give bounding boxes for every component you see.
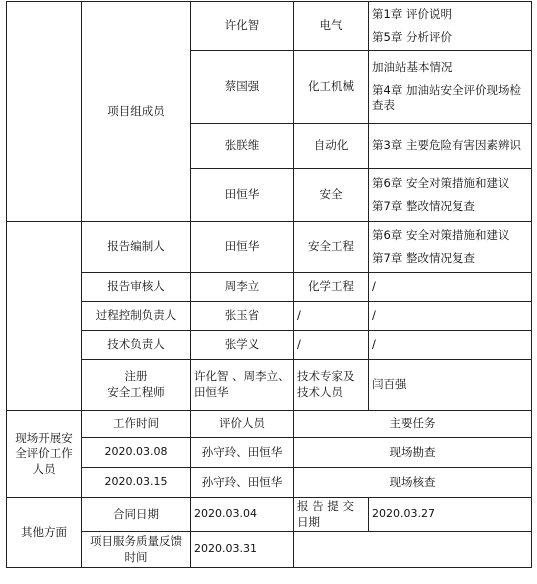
task-line: 第7章 整改情况复查 bbox=[372, 198, 475, 213]
onsite-date: 2020.03.15 bbox=[82, 468, 191, 498]
process-label: 过程控制负责人 bbox=[82, 302, 191, 331]
member-specialty: 电气 bbox=[294, 2, 369, 51]
member-task bbox=[369, 2, 532, 51]
onsite-header-task: 主要任务 bbox=[294, 411, 532, 438]
submit-date: 2020.03.27 bbox=[369, 498, 532, 532]
engineer-label bbox=[82, 360, 191, 411]
onsite-people: 孙守玲、田恒华 bbox=[191, 438, 294, 468]
member-name: 张朕维 bbox=[191, 124, 294, 169]
task-line: 第6章 安全对策措施和建议 bbox=[372, 175, 510, 190]
compiler-name: 田恒华 bbox=[191, 222, 294, 273]
member-specialty: 化工机械 bbox=[294, 51, 369, 124]
onsite-header-time: 工作时间 bbox=[82, 411, 191, 438]
tech-label: 技术负责人 bbox=[82, 331, 191, 360]
reviewer-label: 报告审核人 bbox=[82, 273, 191, 302]
onsite-people: 孙守玲、田恒华 bbox=[191, 468, 294, 498]
feedback-label: 项目服务质量反馈时间 bbox=[82, 532, 191, 568]
process-specialty: / bbox=[294, 302, 369, 331]
reviewer-name: 周李立 bbox=[191, 273, 294, 302]
onsite-task: 现场勘查 bbox=[294, 438, 532, 468]
member-specialty: 安全 bbox=[294, 169, 369, 222]
tech-name: 张学义 bbox=[191, 331, 294, 360]
expert-label: 技术专家及技术人员 bbox=[294, 360, 369, 411]
onsite-header-people: 评价人员 bbox=[191, 411, 294, 438]
member-task: 第3章 主要危险有害因素辨识 bbox=[369, 124, 532, 169]
compiler-label: 报告编制人 bbox=[82, 222, 191, 273]
onsite-label: 现场开展安全评价工作人员 bbox=[7, 411, 82, 498]
member-name: 田恒华 bbox=[191, 169, 294, 222]
process-name: 张玉省 bbox=[191, 302, 294, 331]
engineer-names: 许化智 、周李立、田恒华 bbox=[191, 360, 294, 411]
member-task bbox=[369, 51, 532, 124]
table-row bbox=[7, 468, 532, 498]
tech-task: / bbox=[369, 331, 532, 360]
task-line: 第5章 分析评价 bbox=[372, 29, 452, 44]
member-specialty: 自动化 bbox=[294, 124, 369, 169]
feedback-date: 2020.03.31 bbox=[191, 532, 294, 568]
compiler-task bbox=[369, 222, 532, 273]
reviewer-task: / bbox=[369, 273, 532, 302]
task-line: 第7章 整改情况复查 bbox=[372, 250, 475, 265]
submit-label: 报 告 提 交日期 bbox=[294, 498, 369, 532]
onsite-task: 现场核查 bbox=[294, 468, 532, 498]
engineer-label-line: 注册 bbox=[124, 369, 148, 384]
members-label: 项目组成员 bbox=[82, 2, 191, 222]
contract-label: 合同日期 bbox=[82, 498, 191, 532]
task-line: 加油站基本情况 bbox=[372, 60, 453, 75]
table-row bbox=[7, 438, 532, 468]
member-name: 蔡国强 bbox=[191, 51, 294, 124]
other-label: 其他方面 bbox=[7, 498, 82, 568]
task-line: 第4章 加油站安全评价现场检查表 bbox=[372, 82, 521, 113]
member-name: 许化智 bbox=[191, 2, 294, 51]
process-task: / bbox=[369, 302, 532, 331]
compiler-specialty: 安全工程 bbox=[294, 222, 369, 273]
expert-name: 闫百强 bbox=[369, 360, 532, 411]
tech-specialty: / bbox=[294, 331, 369, 360]
member-task bbox=[369, 169, 532, 222]
contract-date: 2020.03.04 bbox=[191, 498, 294, 532]
evaluation-team-table bbox=[6, 1, 532, 568]
task-line: 第1章 评价说明 bbox=[372, 6, 452, 21]
reviewer-specialty: 化学工程 bbox=[294, 273, 369, 302]
task-line: 第6章 安全对策措施和建议 bbox=[372, 227, 510, 242]
engineer-label-line: 安全工程师 bbox=[107, 385, 165, 399]
onsite-date: 2020.03.08 bbox=[82, 438, 191, 468]
